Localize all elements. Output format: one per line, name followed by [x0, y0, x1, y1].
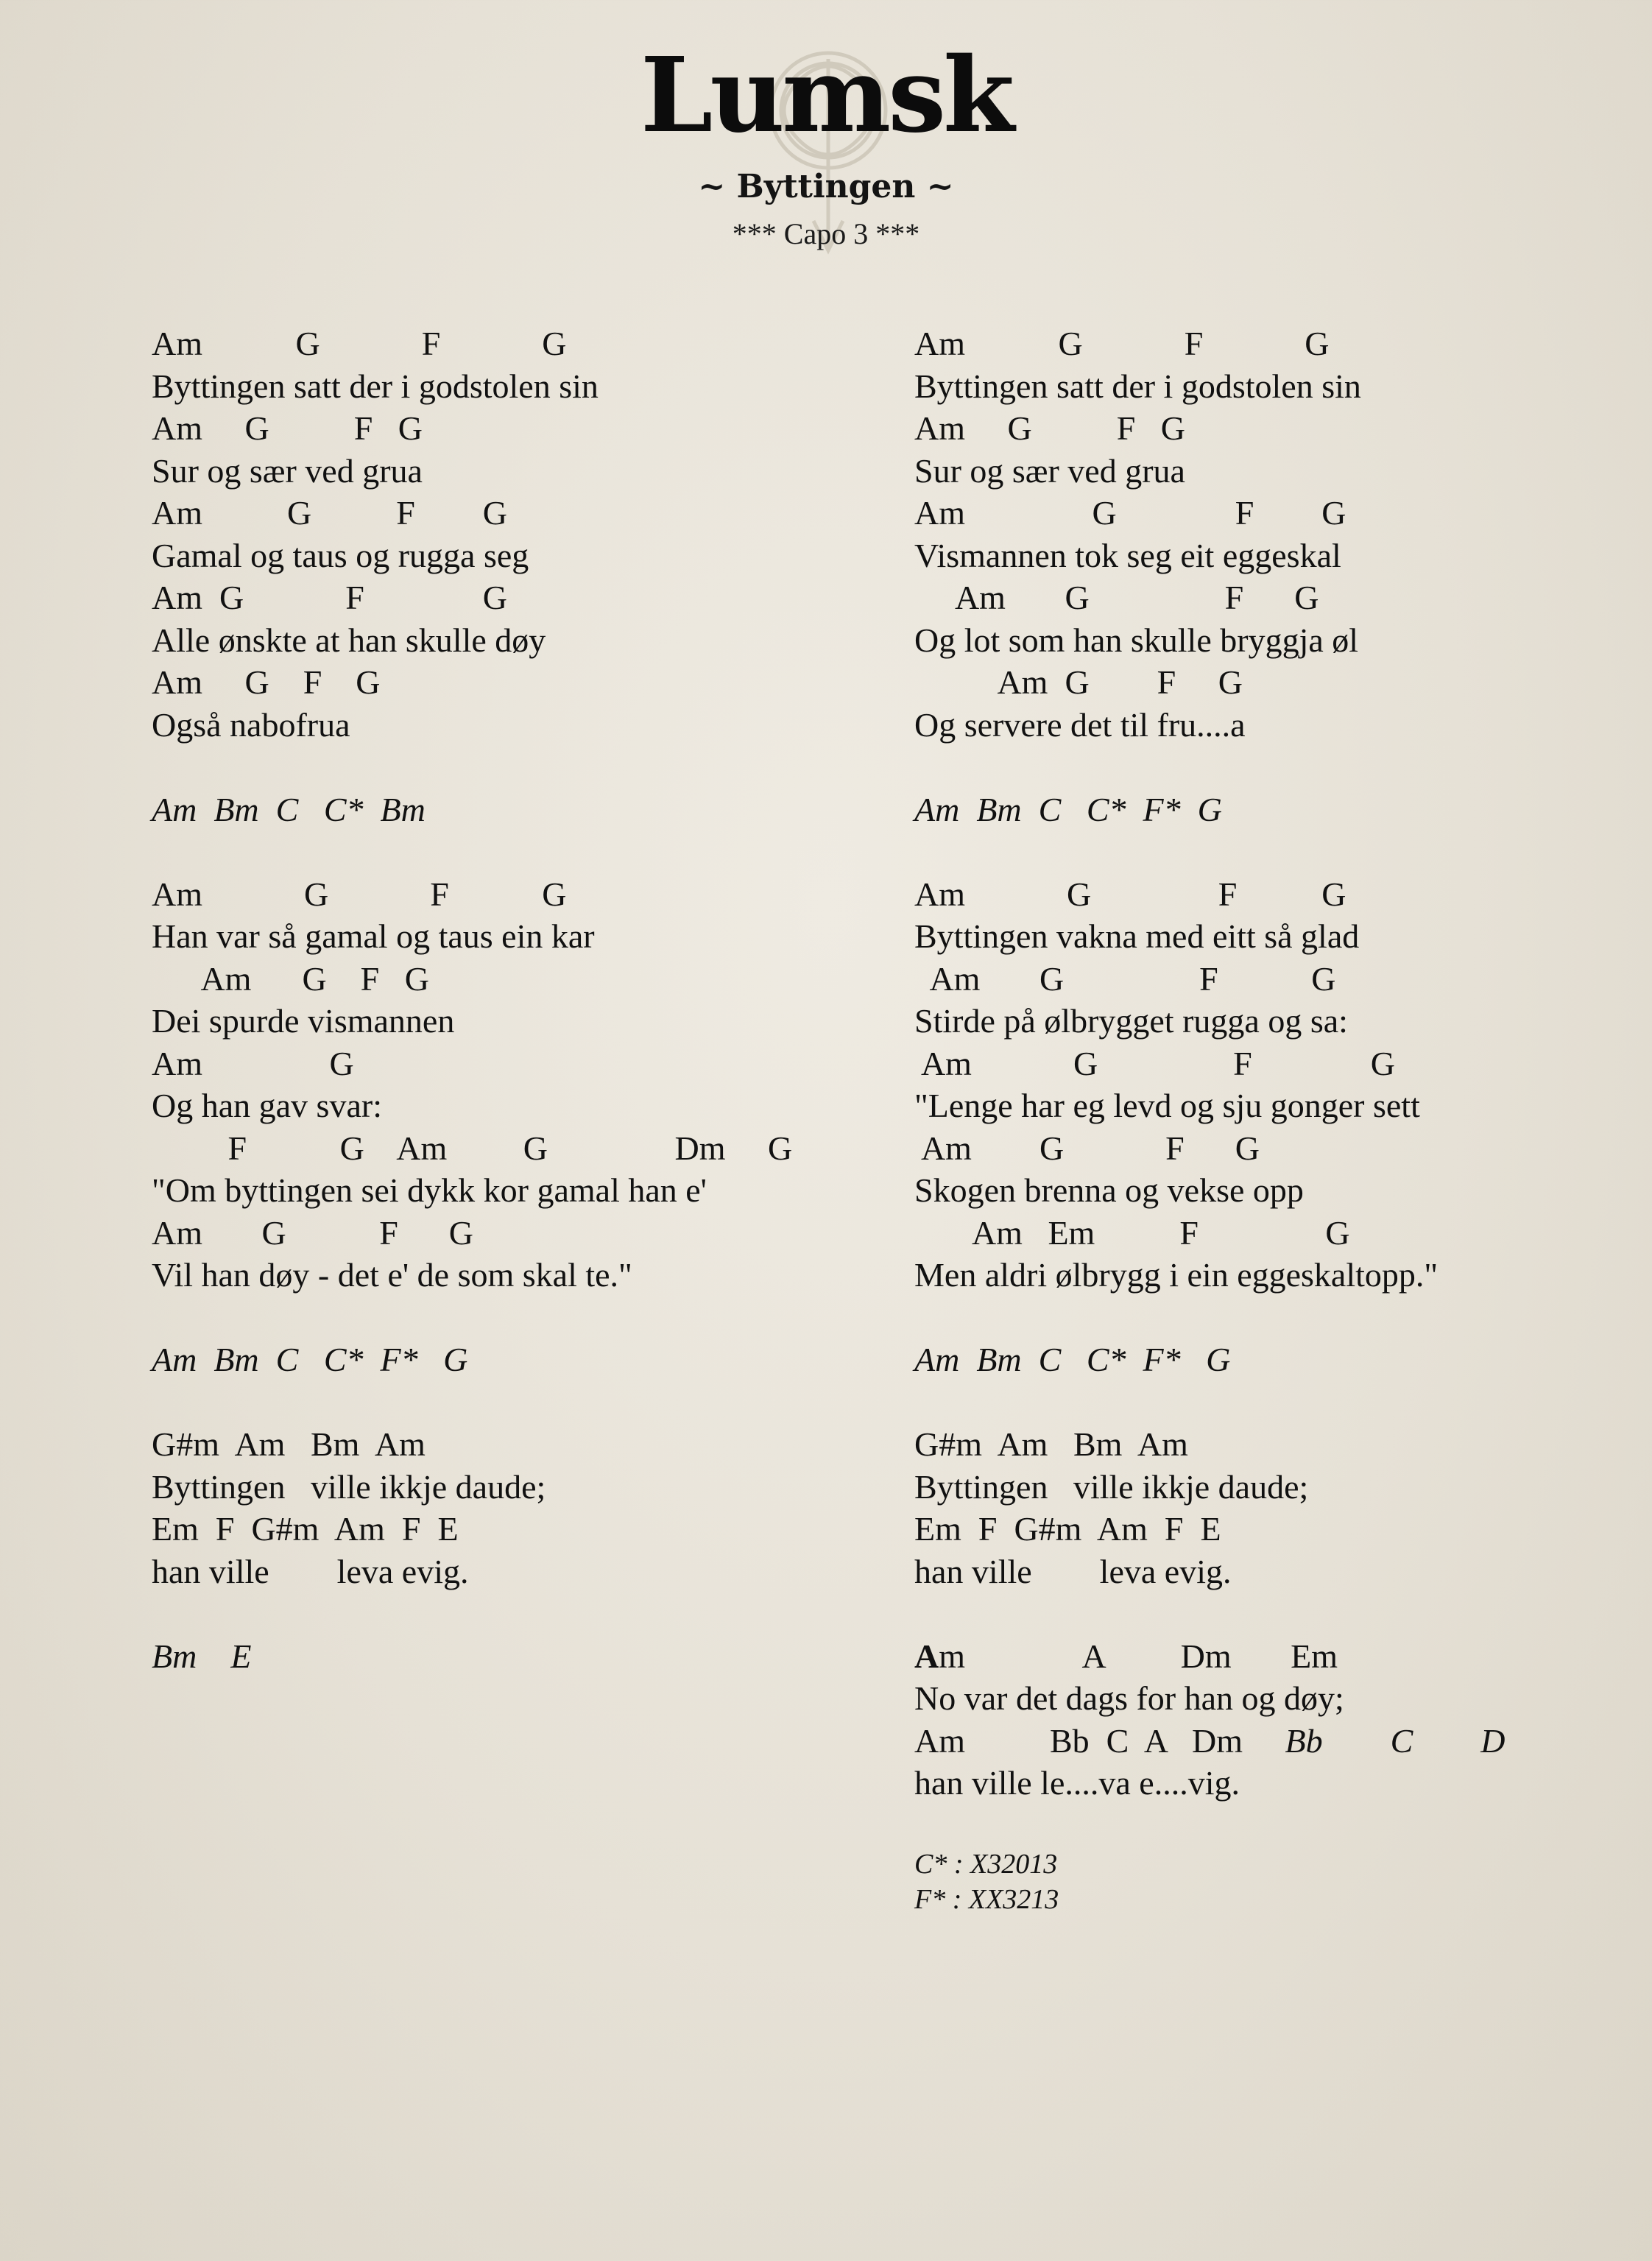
chord-line: Am G F G	[914, 409, 1186, 447]
chord-line: G#m Am Bm Am	[152, 1425, 426, 1463]
interlude-chords: Bm E	[152, 1637, 252, 1675]
capo-note: *** Capo 3 ***	[732, 217, 920, 250]
chord-line: Am G F G	[914, 875, 1346, 913]
blank-line	[152, 1592, 917, 1635]
lyric-line: Og han gav svar:	[152, 1087, 382, 1124]
chord-line: Am G F G	[914, 579, 1319, 616]
chord-line: Am G F G	[152, 579, 508, 616]
lyric-line: han ville le....va e....vig.	[914, 1764, 1240, 1802]
chord-line: Am G	[152, 1044, 354, 1082]
lyric-line: Byttingen satt der i godstolen sin	[914, 367, 1361, 405]
chord-line	[914, 1720, 1652, 1763]
chord-line: Em F G#m Am F E	[914, 1510, 1221, 1548]
lyric-line: "Om byttingen sei dykk kor gamal han e'	[152, 1171, 707, 1209]
lyric-line: "Lenge har eg levd og sju gonger sett	[914, 1087, 1420, 1124]
chord-line: Am G F G	[152, 409, 423, 447]
lyric-line: han ville leva evig.	[152, 1552, 469, 1590]
chord-segment: A	[914, 1637, 939, 1675]
interlude-chords: Am Bm C C* F* G	[914, 1341, 1231, 1378]
chord-line: Am G F G	[914, 1129, 1260, 1167]
lyric-line: Byttingen ville ikkje daude;	[152, 1467, 546, 1506]
interlude-chords: Am Bm C C* F* G	[152, 1341, 468, 1378]
chord-segment: Am Bb C A Dm	[914, 1721, 1285, 1760]
lyric-line: Alle ønskte at han skulle døy	[152, 621, 546, 659]
chord-segment: m A Dm Em	[939, 1637, 1338, 1675]
lyric-line: Og lot som han skulle bryggja øl	[914, 621, 1359, 659]
blank-line	[914, 1592, 1652, 1635]
lyric-line: Skogen brenna og vekse opp	[914, 1171, 1304, 1209]
lyric-line: Sur og sær ved grua	[914, 451, 1185, 490]
chord-line: Am G F G	[152, 959, 429, 998]
lyric-line: No var det dags for han og døy;	[914, 1679, 1344, 1717]
interlude-chords: Am Bm C C* F* G	[914, 790, 1222, 828]
lyric-line: Gamal og taus og rugga seg	[152, 536, 529, 574]
lyric-line: han ville leva evig.	[914, 1552, 1232, 1590]
chord-line: Am G F G	[152, 494, 508, 532]
chord-line: Am G F G	[152, 663, 381, 701]
lyric-line: Men aldri ølbrygg i ein eggeskaltopp."	[914, 1256, 1439, 1294]
chord-line: Am G F G	[152, 875, 567, 913]
lyric-line: Byttingen ville ikkje daude;	[914, 1467, 1309, 1506]
chord-line: Am G F G	[914, 1044, 1395, 1082]
lyric-line: Og servere det til fru....a	[914, 705, 1246, 744]
chord-line: Am G F G	[914, 663, 1243, 701]
interlude-chords: Am Bm C C* Bm	[152, 790, 426, 828]
chord-footnote: C* : X32013	[914, 1849, 1058, 1880]
chord-footnote: F* : XX3213	[914, 1884, 1059, 1915]
blank-line	[914, 830, 1652, 873]
blank-line	[914, 1805, 1652, 1847]
blank-line	[914, 746, 1652, 789]
lyric-line: Han var så gamal og taus ein kar	[152, 917, 595, 955]
blank-line	[152, 1381, 917, 1424]
chord-line: Am G F G	[914, 325, 1330, 362]
lyric-line: Vil han døy - det e' de som skal te."	[152, 1256, 632, 1294]
blank-line	[152, 746, 917, 789]
chord-line: Am Em F G	[914, 1213, 1350, 1252]
lyric-line: Vismannen tok seg eit eggeskal	[914, 536, 1341, 574]
chord-line: Am G F G	[152, 325, 567, 362]
blank-line	[152, 830, 917, 873]
chord-line: F G Am G Dm G	[152, 1129, 793, 1167]
lyric-line: Byttingen satt der i godstolen sin	[152, 367, 599, 405]
song-artist-title: Lumsk	[640, 35, 1012, 156]
left-column	[152, 322, 917, 1677]
chord-line: Am G F G	[152, 1213, 474, 1252]
chord-line	[914, 1635, 1652, 1678]
song-title: ~ Byttingen ~	[698, 168, 954, 205]
chord-line: Am G F G	[914, 494, 1346, 532]
chord-segment: Bb C D	[1285, 1721, 1505, 1760]
chord-line: G#m Am Bm Am	[914, 1425, 1188, 1463]
blank-line	[914, 1297, 1652, 1339]
blank-line	[152, 1297, 917, 1339]
lyric-line: Sur og sær ved grua	[152, 451, 423, 490]
lyric-line: Dei spurde vismannen	[152, 1002, 455, 1040]
lyric-line: Byttingen vakna med eitt så glad	[914, 917, 1360, 955]
lyric-line: Stirde på ølbrygget rugga og sa:	[914, 1002, 1348, 1040]
chord-line: Em F G#m Am F E	[152, 1510, 459, 1548]
lyric-line: Også nabofrua	[152, 705, 350, 744]
right-column	[914, 322, 1652, 1917]
chord-line: Am G F G	[914, 959, 1336, 998]
blank-line	[914, 1381, 1652, 1424]
